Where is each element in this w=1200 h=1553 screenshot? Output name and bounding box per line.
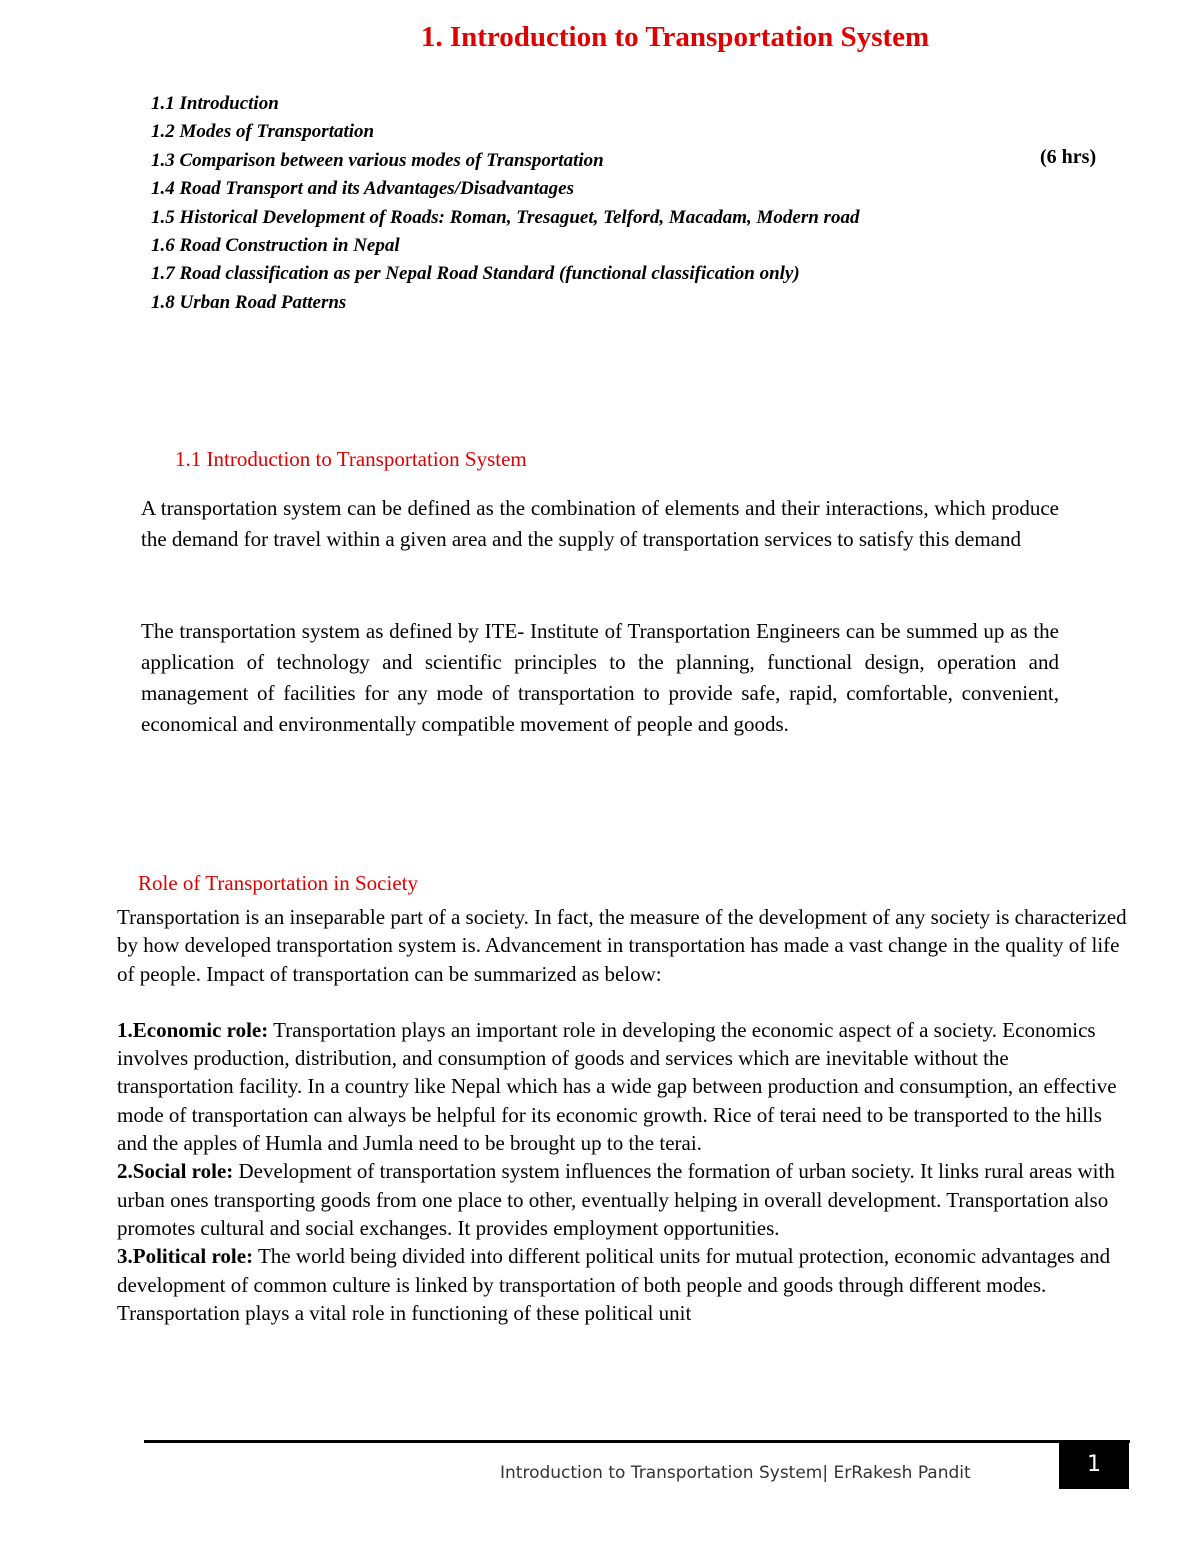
role-item-label: 1.Economic role:	[117, 1017, 269, 1042]
role-body	[117, 903, 1127, 1327]
toc-item: 1.1 Introduction	[151, 93, 279, 114]
toc-item: 1.4 Road Transport and its Advantages/Disadvantages	[151, 178, 574, 200]
toc-item: 1.6 Road Construction in Nepal	[151, 235, 400, 257]
paragraph-definition: A transportation system can be defined as the combination of elements and their interactions, which produce the demand for travel within a given area and the supply of transportation services to satisfy this demand	[141, 496, 1059, 551]
role-item-economic	[117, 1016, 1127, 1157]
role-item-label: 2.Social role:	[117, 1159, 234, 1184]
role-intro: Transportation is an inseparable part of a society. In fact, the measure of the development of any society is characterized by how developed transportation system is. Advancement in transportation has made a vast change in the quality of life of people. Impact of transportation can be summarized as below:	[117, 905, 1127, 986]
table-of-contents	[151, 90, 859, 317]
section-heading: 1.1 Introduction to Transportation System	[175, 447, 527, 471]
footer-divider	[144, 1440, 1130, 1443]
page-title: 1. Introduction to Transportation System	[420, 21, 930, 53]
page-number: 1	[1059, 1441, 1129, 1489]
role-item-text: Transportation plays an important role in developing the economic aspect of a society. Economics involves production, distribution, and consumption of goods and services which are inevitable without the transportation facility. In a country like Nepal which has a wide gap between production and consumption, an effective mode of transportation can always be helpful for its economic growth. Rice of terai need to be transported to the hills and the apples of Humla and Jumla need to be brought up to the terai.	[117, 1017, 1117, 1156]
footer-text: Introduction to Transportation System| ErRakesh Pandit	[500, 1463, 971, 1483]
hours-label: (6 hrs)	[1040, 146, 1097, 168]
toc-item: 1.3 Comparison between various modes of Transportation	[151, 149, 604, 171]
toc-item: 1.5 Historical Development of Roads: Roman, Tresaguet, Telford, Macadam, Modern road	[151, 206, 860, 228]
role-item-social	[117, 1157, 1127, 1242]
toc-item: 1.8 Urban Road Patterns	[151, 291, 347, 313]
role-item-text: The world being divided into different political units for mutual protection, economic advantages and development of common culture is linked by transportation of both people and goods through different modes. Transportation plays a vital role in functioning of these political unit	[117, 1244, 1111, 1325]
role-item-text: Development of transportation system influences the formation of urban society. It links rural areas with urban ones transporting goods from one place to other, eventually helping in overall development. Transportation also promotes cultural and social exchanges. It provides employment opportunities.	[117, 1159, 1115, 1240]
toc-item: 1.7 Road classification as per Nepal Road Standard (functional classification only)	[151, 263, 800, 285]
paragraph-ite-definition: The transportation system as defined by ITE- Institute of Transportation Engineers can be summed up as the application of technology and scientific principles to the planning, functional design, operation and management of facilities for any mode of transportation to provide safe, rapid, comfortable, convenient, economical and environmentally compatible movement of people and goods.	[141, 619, 1059, 736]
role-item-label: 3.Political role:	[117, 1244, 254, 1269]
role-heading: Role of Transportation in Society	[138, 871, 418, 895]
toc-item: 1.2 Modes of Transportation	[151, 121, 375, 143]
role-item-political	[117, 1242, 1127, 1327]
